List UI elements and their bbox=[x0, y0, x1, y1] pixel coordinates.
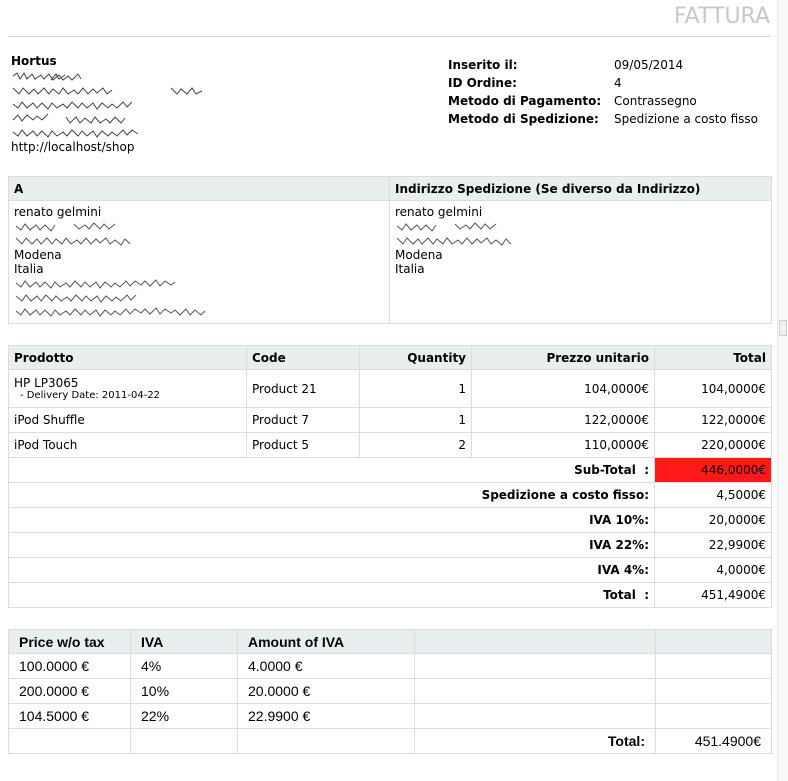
redacted-text bbox=[14, 305, 244, 318]
iva4-value: 4,0000€ bbox=[655, 558, 772, 583]
product-total: 122,0000€ bbox=[655, 408, 772, 433]
tax-amount: 20.0000 € bbox=[238, 679, 415, 704]
subtotal-label: Sub-Total : bbox=[9, 458, 655, 483]
product-price: 104,0000€ bbox=[472, 370, 655, 408]
billing-country: Italia bbox=[14, 262, 44, 276]
redacted-text bbox=[14, 234, 174, 247]
col-product: Prodotto bbox=[9, 346, 247, 370]
grand-total-value: 451,4900€ bbox=[655, 583, 772, 608]
totals-row bbox=[9, 483, 772, 508]
address-table bbox=[8, 176, 772, 324]
totals-row bbox=[9, 508, 772, 533]
table-row bbox=[9, 679, 772, 704]
product-code: Product 7 bbox=[247, 408, 360, 433]
tax-rate: 22% bbox=[131, 704, 238, 729]
order-date-value: 09/05/2014 bbox=[614, 58, 684, 72]
tax-total-label: Total: bbox=[415, 729, 656, 754]
shipping-method-label: Metodo di Spedizione: bbox=[448, 112, 599, 126]
tax-amount: 22.9900 € bbox=[238, 704, 415, 729]
iva10-value: 20,0000€ bbox=[655, 508, 772, 533]
table-row bbox=[9, 370, 772, 408]
shipping-method-value: Spedizione a costo fisso bbox=[614, 112, 758, 126]
tax-total-value: 451.4900€ bbox=[656, 729, 772, 754]
empty-cell bbox=[131, 729, 238, 754]
product-price: 122,0000€ bbox=[472, 408, 655, 433]
redacted-text bbox=[14, 277, 204, 290]
col-quantity: Quantity bbox=[360, 346, 472, 370]
tax-price: 100.0000 € bbox=[9, 654, 131, 679]
redacted-text bbox=[11, 126, 151, 139]
empty-cell bbox=[656, 679, 772, 704]
redacted-text bbox=[395, 220, 515, 233]
subtotal-value: 446,0000€ bbox=[655, 458, 772, 483]
product-name: iPod Shuffle bbox=[9, 408, 247, 433]
tax-price: 104.5000 € bbox=[9, 704, 131, 729]
shipping-address bbox=[390, 201, 772, 324]
product-total: 220,0000€ bbox=[655, 433, 772, 458]
empty-cell bbox=[238, 729, 415, 754]
tax-price: 200.0000 € bbox=[9, 679, 131, 704]
empty-cell bbox=[9, 729, 131, 754]
product-code: Product 21 bbox=[247, 370, 360, 408]
table-row bbox=[9, 433, 772, 458]
shipping-cost-label: Spedizione a costo fisso: bbox=[9, 483, 655, 508]
scrollbar-thumb[interactable] bbox=[779, 320, 787, 336]
tax-amount: 4.0000 € bbox=[238, 654, 415, 679]
shipping-city: Modena bbox=[395, 248, 443, 262]
empty-cell bbox=[415, 654, 656, 679]
redacted-text bbox=[11, 84, 211, 97]
order-id-value: 4 bbox=[614, 76, 622, 90]
empty-header bbox=[415, 630, 656, 654]
vertical-scrollbar[interactable] bbox=[777, 0, 788, 781]
totals-row bbox=[9, 458, 772, 483]
empty-cell bbox=[656, 654, 772, 679]
store-website[interactable]: http://localhost/shop bbox=[11, 140, 135, 154]
billing-name: renato gelmini bbox=[14, 205, 102, 219]
col-price-wo-tax: Price w/o tax bbox=[9, 630, 131, 654]
payment-method-label: Metodo di Pagamento: bbox=[448, 94, 602, 108]
shipping-country: Italia bbox=[395, 262, 425, 276]
iva22-label: IVA 22%: bbox=[9, 533, 655, 558]
billing-city: Modena bbox=[14, 248, 62, 262]
redacted-text bbox=[395, 234, 555, 247]
totals-row bbox=[9, 558, 772, 583]
shipping-cost-value: 4,5000€ bbox=[655, 483, 772, 508]
redacted-text bbox=[11, 112, 141, 125]
order-info bbox=[448, 56, 758, 128]
redacted-text bbox=[11, 70, 111, 83]
product-qty: 1 bbox=[360, 408, 472, 433]
table-row bbox=[9, 704, 772, 729]
table-row bbox=[9, 408, 772, 433]
products-table bbox=[8, 345, 772, 608]
title-divider bbox=[8, 36, 770, 37]
product-name: HP LP3065 bbox=[14, 376, 79, 390]
shipping-address-header: Indirizzo Spedizione (Se diverso da Indirizzo) bbox=[390, 177, 772, 201]
shipping-name: renato gelmini bbox=[395, 205, 483, 219]
order-info-row bbox=[448, 56, 758, 74]
order-date-label: Inserito il: bbox=[448, 58, 518, 72]
store-info bbox=[11, 54, 211, 155]
col-total: Total bbox=[655, 346, 772, 370]
empty-header bbox=[656, 630, 772, 654]
product-total: 104,0000€ bbox=[655, 370, 772, 408]
billing-address-header: A bbox=[9, 177, 390, 201]
redacted-text bbox=[14, 220, 134, 233]
order-info-row bbox=[448, 110, 758, 128]
product-name: iPod Touch bbox=[9, 433, 247, 458]
empty-cell bbox=[415, 704, 656, 729]
redacted-text bbox=[14, 291, 164, 304]
iva4-label: IVA 4%: bbox=[9, 558, 655, 583]
product-qty: 2 bbox=[360, 433, 472, 458]
tax-rate: 4% bbox=[131, 654, 238, 679]
billing-address bbox=[9, 201, 390, 324]
empty-cell bbox=[656, 704, 772, 729]
payment-method-value: Contrassegno bbox=[614, 94, 697, 108]
tax-summary-table bbox=[8, 629, 772, 754]
grand-total-label: Total : bbox=[9, 583, 655, 608]
product-qty: 1 bbox=[360, 370, 472, 408]
totals-row bbox=[9, 583, 772, 608]
col-unit-price: Prezzo unitario bbox=[472, 346, 655, 370]
order-info-row bbox=[448, 92, 758, 110]
order-info-row bbox=[448, 74, 758, 92]
totals-row bbox=[9, 729, 772, 754]
col-amount-iva: Amount of IVA bbox=[238, 630, 415, 654]
totals-row bbox=[9, 533, 772, 558]
tax-rate: 10% bbox=[131, 679, 238, 704]
product-option: - Delivery Date: 2011-04-22 bbox=[20, 390, 161, 401]
iva22-value: 22,9900€ bbox=[655, 533, 772, 558]
product-price: 110,0000€ bbox=[472, 433, 655, 458]
order-id-label: ID Ordine: bbox=[448, 76, 517, 90]
col-code: Code bbox=[247, 346, 360, 370]
table-row bbox=[9, 654, 772, 679]
col-iva: IVA bbox=[131, 630, 238, 654]
redacted-text bbox=[11, 98, 161, 111]
iva10-label: IVA 10%: bbox=[9, 508, 655, 533]
product-cell bbox=[9, 370, 247, 408]
product-code: Product 5 bbox=[247, 433, 360, 458]
store-name: Hortus bbox=[11, 54, 57, 68]
empty-cell bbox=[415, 679, 656, 704]
invoice-title: FATTURA bbox=[673, 4, 770, 29]
